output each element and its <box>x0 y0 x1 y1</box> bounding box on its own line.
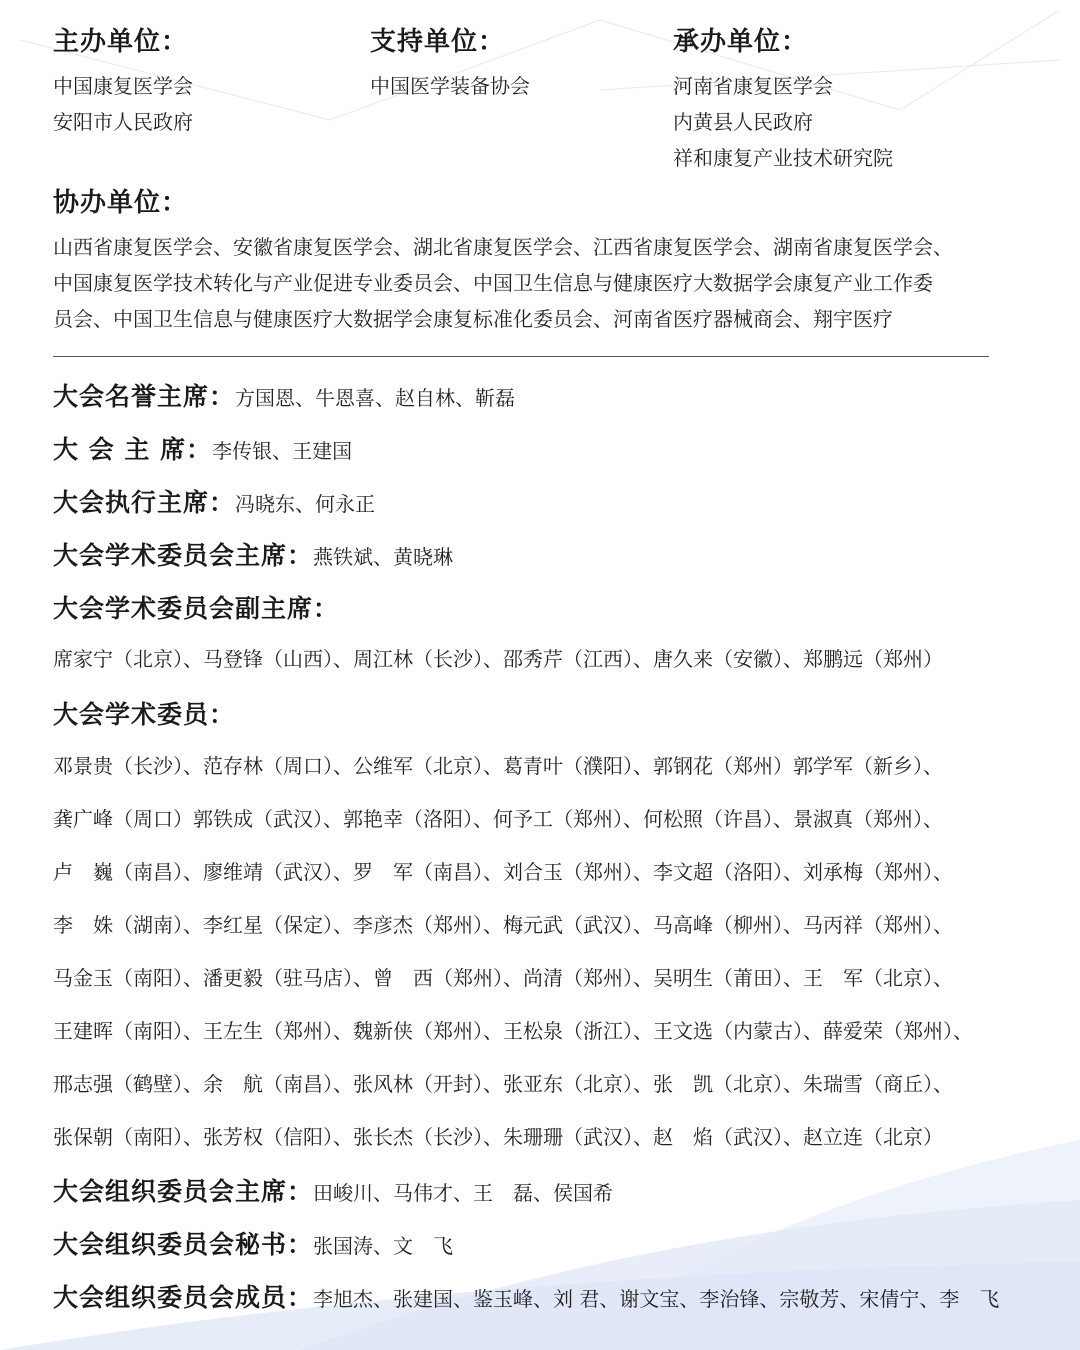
organizing-chair-row <box>53 1172 613 1215</box>
chair-names: 李传银、王建国 <box>212 439 353 463</box>
academic-members-line: 王建晖（南阳）、王左生（郑州）、魏新侠（郑州）、王松泉（浙江）、王文选（内蒙古）、薛爱荣（郑州）、 <box>53 1019 973 1043</box>
support-item: 中国医学装备协会 <box>370 74 530 98</box>
host-item: 安阳市人民政府 <box>53 110 193 134</box>
support-organizers <box>370 24 530 104</box>
host-label: 主办单位： <box>53 27 189 57</box>
academic-members-list <box>53 746 1063 1170</box>
section-divider <box>53 356 989 357</box>
academic-members-line: 马金玉（南阳）、潘更毅（驻马店）、曾 西（郑州）、尚清（郑州）、吴明生（莆田）、王 军（北京）、 <box>53 966 953 990</box>
honorary-chair-label: 大会名誉主席： <box>53 382 236 411</box>
host-organizers <box>53 24 193 140</box>
organizing-members-row <box>53 1278 999 1321</box>
academic-chair-names: 燕铁斌、黄晓琳 <box>313 545 454 569</box>
undertake-label: 承办单位： <box>673 27 809 57</box>
academic-chair-row <box>53 536 453 579</box>
honorary-chair-row <box>53 377 515 420</box>
undertake-item: 祥和康复产业技术研究院 <box>673 146 893 170</box>
organizing-members-label: 大会组织委员会成员： <box>53 1283 314 1312</box>
organizing-secretary-row <box>53 1225 453 1268</box>
academic-chair-label: 大会学术委员会主席： <box>53 541 314 570</box>
co-organizers-list <box>53 229 1043 337</box>
chair-label: 大 会 主 席： <box>53 435 213 464</box>
academic-vice-chair-names: 席家宁（北京）、马登锋（山西）、周江林（长沙）、邵秀芹（江西）、唐久来（安徽）、郑鹏远（郑州） <box>53 647 943 671</box>
organizing-secretary-names: 张国涛、文 飞 <box>313 1234 454 1258</box>
executive-chair-label: 大会执行主席： <box>53 488 236 517</box>
academic-vice-chair-row <box>53 639 943 681</box>
academic-members-line: 邓景贵（长沙）、范存林（周口）、公维军（北京）、葛青叶（濮阳）、郭钢花（郑州）郭学军（新乡）、 <box>53 754 943 778</box>
executive-chair-row <box>53 483 375 526</box>
academic-members-line: 李 姝（湖南）、李红星（保定）、李彦杰（郑州）、梅元武（武汉）、马高峰（柳州）、马丙祥（郑州）、 <box>53 913 953 937</box>
chair-row <box>53 430 352 473</box>
academic-members-label: 大会学术委员： <box>53 700 236 729</box>
host-item: 中国康复医学会 <box>53 74 193 98</box>
organizing-chair-names: 田峻川、马伟才、王 磊、侯国希 <box>313 1181 614 1205</box>
co-organizers-line: 中国康复医学技术转化与产业促进专业委员会、中国卫生信息与健康医疗大数据学会康复产业工作委 <box>53 271 933 295</box>
academic-vice-chair-label: 大会学术委员会副主席： <box>53 594 340 623</box>
support-label: 支持单位： <box>370 27 506 57</box>
undertake-item: 内黄县人民政府 <box>673 110 813 134</box>
co-organizers-section <box>53 185 1043 337</box>
organizing-secretary-label: 大会组织委员会秘书： <box>53 1230 314 1259</box>
co-organizers-label: 协办单位： <box>53 188 189 218</box>
executive-chair-names: 冯晓东、何永正 <box>235 492 376 516</box>
honorary-chair-names: 方国恩、牛恩喜、赵自林、靳磊 <box>235 386 516 410</box>
academic-members-line: 张保朝（南阳）、张芳权（信阳）、张长杰（长沙）、朱珊珊（武汉）、赵 焰（武汉）、赵立连（北京） <box>53 1125 943 1149</box>
academic-members-line: 邢志强（鹤壁）、余 航（南昌）、张风林（开封）、张亚东（北京）、张 凯（北京）、朱瑞雪（商丘）、 <box>53 1072 953 1096</box>
organizing-members-names: 李旭杰、张建国、鉴玉峰、刘 君、谢文宝、李治锋、宗敬芳、宋倩宁、李 飞 <box>313 1287 1000 1311</box>
co-organizers-line: 山西省康复医学会、安徽省康复医学会、湖北省康复医学会、江西省康复医学会、湖南省康复医学会、 <box>53 235 953 259</box>
undertake-item: 河南省康复医学会 <box>673 74 833 98</box>
undertake-organizers <box>673 24 893 176</box>
academic-members-line: 卢 巍（南昌）、廖维靖（武汉）、罗 军（南昌）、刘合玉（郑州）、李文超（洛阳）、刘承梅（郑州）、 <box>53 860 953 884</box>
organizing-chair-label: 大会组织委员会主席： <box>53 1177 314 1206</box>
co-organizers-line: 员会、中国卫生信息与健康医疗大数据学会康复标准化委员会、河南省医疗器械商会、翔宇医疗 <box>53 307 893 331</box>
academic-members-line: 龚广峰（周口）郭铁成（武汉）、郭艳幸（洛阳）、何予工（郑州）、何松照（许昌）、景淑真（郑州）、 <box>53 807 943 831</box>
